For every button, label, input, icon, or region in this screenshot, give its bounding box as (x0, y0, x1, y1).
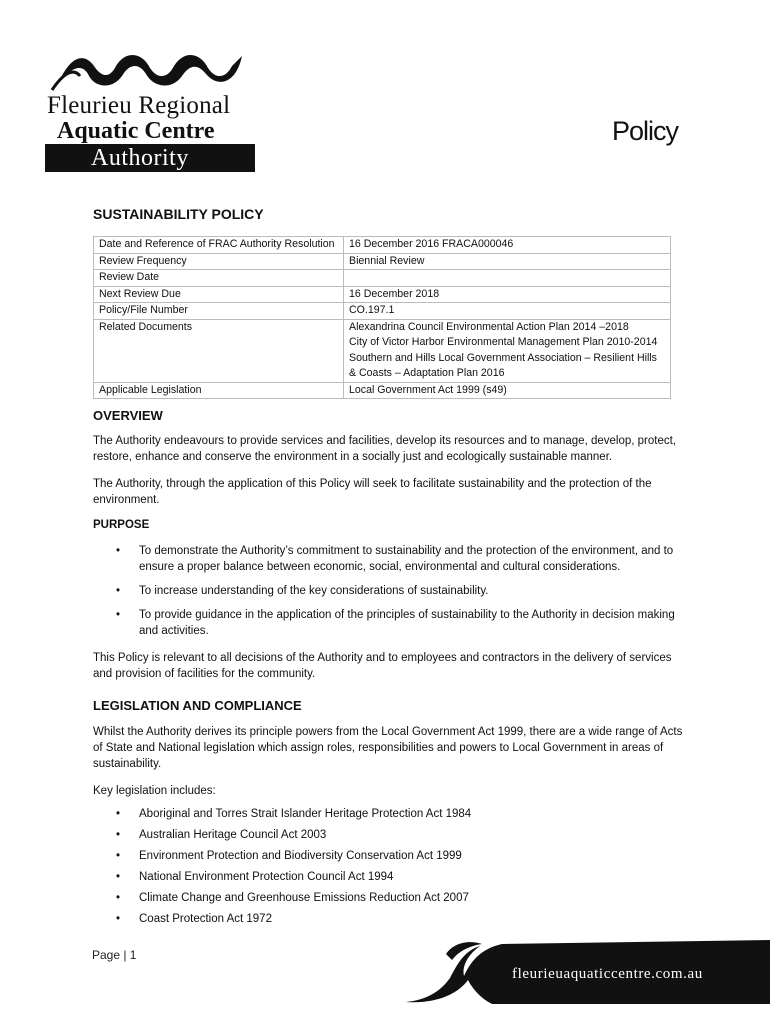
overview-paragraph-1: The Authority endeavours to provide services and facilities, develop its resources and to manage, develop, protect, restore, enhance and conserve the environment in a socially just and ecologically sustainable manner. (93, 435, 676, 463)
list-item: • Coast Protection Act 1972 (112, 909, 687, 930)
overview-heading: OVERVIEW (93, 408, 163, 423)
legislation-paragraph: Whilst the Authority derives its principle powers from the Local Government Act 1999, there are a wide range of Acts of State and National legislation which assign roles, responsibilities and powers to Local Government in areas of sustainability. (93, 726, 683, 770)
metadata-key: Review Date (94, 270, 344, 287)
metadata-value (344, 253, 671, 270)
list-item: • Australian Heritage Council Act 2003 (112, 825, 687, 846)
metadata-value-line: Southern and Hills Local Government Association – Resilient Hills (349, 351, 657, 364)
list-item: • Climate Change and Greenhouse Emissions Reduction Act 2007 (112, 888, 687, 909)
bullet-icon: • (116, 808, 121, 820)
metadata-value-line: Local Government Act 1999 (s49) (349, 383, 507, 396)
metadata-value (344, 286, 671, 303)
metadata-value-line: & Coasts – Adaptation Plan 2016 (349, 367, 505, 379)
metadata-value (344, 303, 671, 320)
metadata-key: Related Documents (94, 319, 344, 382)
table-row (94, 303, 671, 320)
document-type-label: Policy (611, 116, 678, 146)
footer-website: fleurieuaquaticcentre.com.au (512, 966, 703, 982)
list-item: • To demonstrate the Authority’s commitment to sustainability and the protection of the environment, and to ensure a proper balance between economic, social, environmental and cultural considerations. (116, 545, 674, 573)
metadata-key: Review Frequency (94, 253, 344, 270)
bullet-icon: • (116, 545, 121, 557)
purpose-heading: PURPOSE (93, 519, 150, 531)
table-row (94, 253, 671, 270)
legislation-list (112, 804, 687, 930)
table-row (94, 382, 671, 399)
wave-logo-icon (50, 50, 250, 92)
policy-metadata-table (93, 236, 671, 399)
table-row (94, 270, 671, 287)
bullet-icon: • (116, 829, 121, 841)
legislation-intro: Key legislation includes: (93, 785, 216, 797)
table-row (94, 319, 671, 382)
logo-band: Authority (45, 144, 255, 172)
bullet-icon: • (116, 892, 121, 904)
metadata-value-line: 16 December 2018 (349, 287, 440, 300)
metadata-key: Applicable Legislation (94, 382, 344, 399)
bullet-icon: • (116, 585, 121, 597)
metadata-key: Next Review Due (94, 286, 344, 303)
metadata-value-line: Biennial Review (349, 254, 425, 267)
bullet-icon: • (116, 850, 121, 862)
document-title: SUSTAINABILITY POLICY (93, 206, 264, 222)
metadata-key: Date and Reference of FRAC Authority Resolution (94, 237, 344, 254)
metadata-value-line: City of Victor Harbor Environmental Management Plan 2010-2014 (349, 336, 658, 348)
list-item: • Aboriginal and Torres Strait Islander Heritage Protection Act 1984 (112, 804, 687, 825)
metadata-value-line: Alexandrina Council Environmental Action Plan 2014 –2018 (349, 320, 629, 333)
metadata-key: Policy/File Number (94, 303, 344, 320)
metadata-value (344, 319, 671, 382)
logo-line-2: Aquatic Centre (57, 118, 215, 144)
list-item: • National Environment Protection Council Act 1994 (112, 867, 687, 888)
metadata-value (344, 237, 671, 254)
table-row (94, 286, 671, 303)
bullet-icon: • (116, 913, 121, 925)
metadata-value-line: 16 December 2016 FRACA000046 (349, 238, 514, 250)
bullet-icon: • (116, 871, 121, 883)
logo-line-1: Fleurieu Regional (47, 92, 231, 119)
authority-logo (45, 50, 257, 172)
purpose-list (112, 543, 687, 639)
table-row (94, 237, 671, 254)
metadata-value (344, 270, 671, 287)
metadata-value (344, 382, 671, 399)
page-number: Page | 1 (92, 948, 137, 962)
list-item: • To provide guidance in the application of the principles of sustainability to the Authority in decision making and activities. (116, 609, 675, 637)
overview-paragraph-2: The Authority, through the application of this Policy will seek to facilitate sustainability and the protection of the environment. (93, 478, 652, 506)
legislation-heading: LEGISLATION AND COMPLIANCE (93, 698, 302, 713)
purpose-scope-paragraph: This Policy is relevant to all decisions of the Authority and to employees and contractors in the delivery of services and provision of facilities for the community. (93, 652, 672, 680)
list-item: • Environment Protection and Biodiversity Conservation Act 1999 (112, 846, 687, 867)
metadata-value-line: CO.197.1 (349, 304, 395, 316)
bullet-icon: • (116, 609, 121, 621)
list-item: • To increase understanding of the key considerations of sustainability. (116, 585, 489, 597)
metadata-value-line (349, 270, 665, 286)
